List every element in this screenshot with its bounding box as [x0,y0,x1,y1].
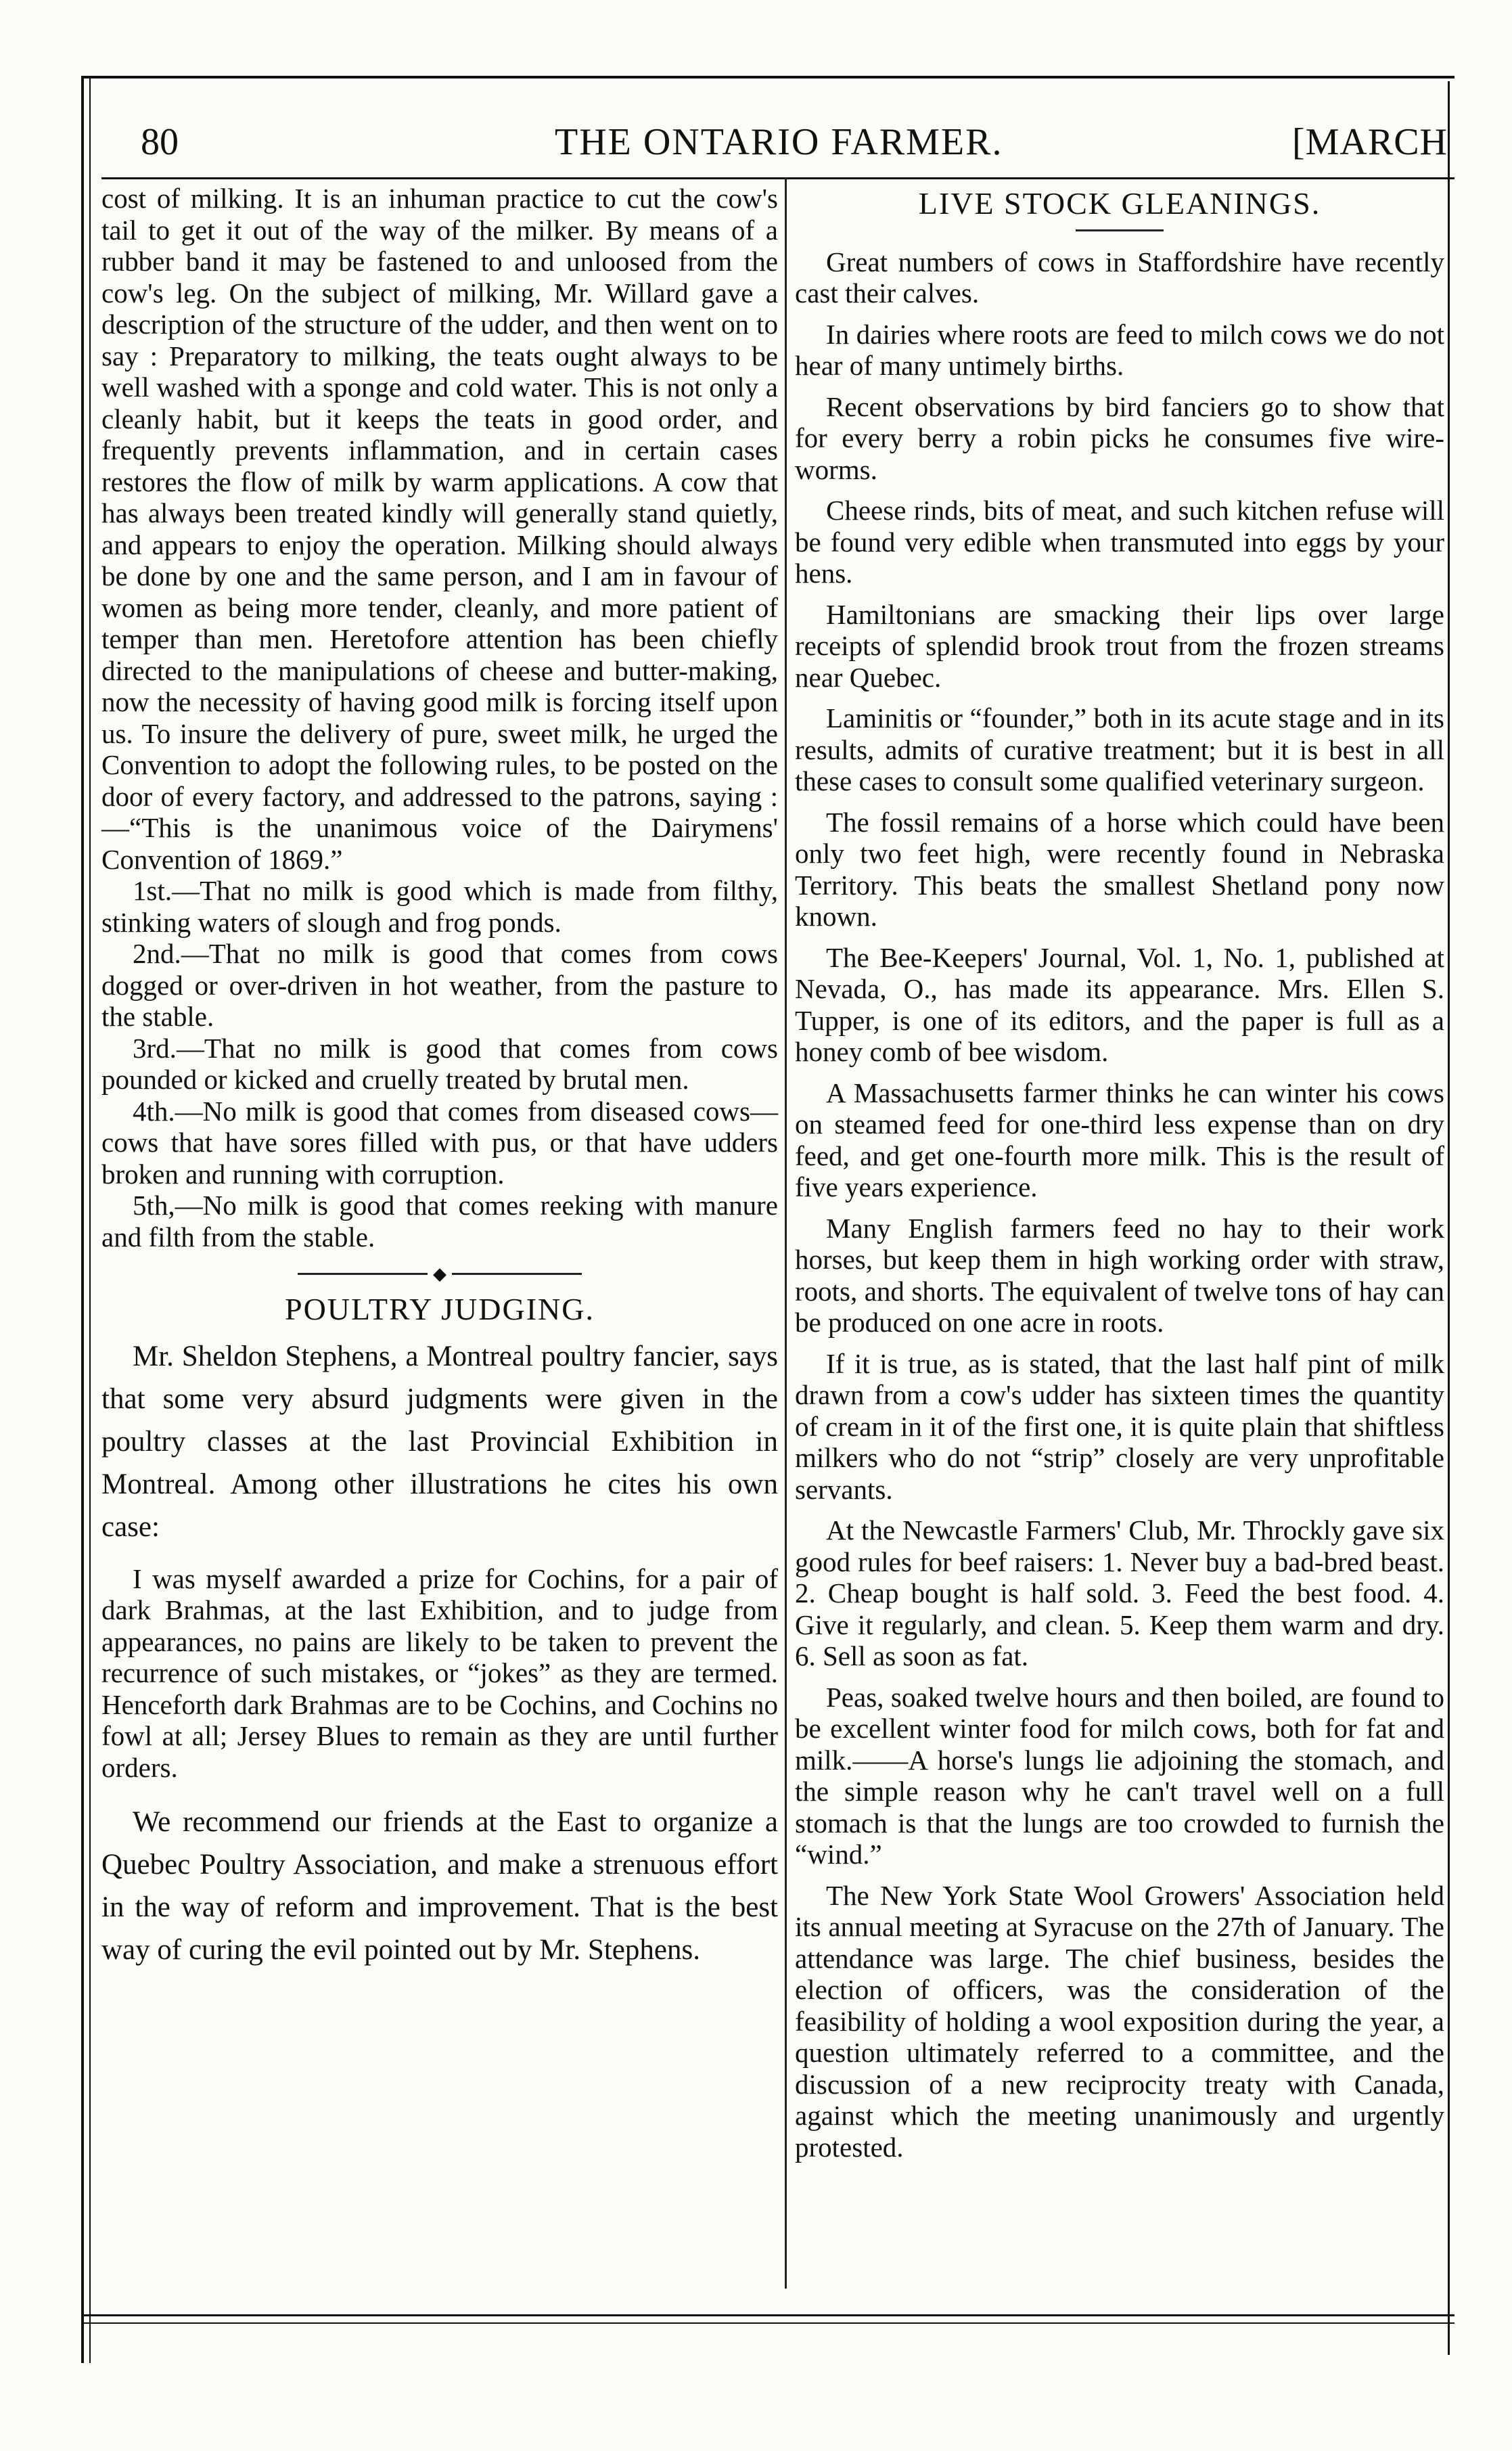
gleaning-item: The New York State Wool Growers' Association held its annual meeting at Syracuse on the 27th of January. The attendance was large. The chief business, besides the election of officers, was the consideration of the feasibility of holding a wool exposition during the year, a question ultimately referred to a committee, and the discussion of a new reciprocity treaty with Canada, against which the meeting unanimously and urgently protested. [795,1879,1444,2163]
dairy-rule-3: 3rd.—That no milk is good that comes from cows pounded or kicked and cruelly treated by brutal men. [101,1032,778,1095]
dairy-rule-4: 4th.—No milk is good that comes from diseased cows—cows that have sores filled with pus, or that have udders broken and running with corruption. [101,1095,778,1190]
poultry-judging-article [101,1294,778,1971]
top-rule [81,76,1454,78]
publication-title: THE ONTARIO FARMER. [555,121,1003,163]
milking-article-text: cost of milking. It is an inhuman practice to cut the cow's tail to get it out of the way of the milker. By means of a rubber band it may be fastened to and unloosed from the cow's leg. On the subject of milking, Mr. Willard gave a description of the structure of the udder, and then went on to say : Preparatory to milking, the teats ought always to be well washed with a sponge and cold water. This is not only a cleanly habit, but it keeps the teats in good order, and frequently prevents inflammation, and in certain cases restores the flow of milk by warm applications. A cow that has always been treated kindly will generally stand quietly, and appears to enjoy the operation. Milking should always be done by one and the same person, and I am in favour of women as being more tender, cleanly, and more patient of temper than men. Heretofore attention has been chiefly directed to the manipulations of cheese and butter-making, now the necessity of having good milk is forcing itself upon us. To insure the delivery of pure, sweet milk, he urged the Convention to adopt the following rules, to be posted on the door of every factory, and addressed to the patrons, saying :—“This is the unanimous voice of the Dairymens' Convention of 1869.” [101,183,778,875]
right-border [1448,81,1450,2355]
gleaning-item: In dairies where roots are feed to milch cows we do not hear of many untimely births. [795,318,1444,381]
gleaning-item: If it is true, as is stated, that the last half pint of milk drawn from a cow's udder has sixteen times the quantity of cream in it of the first one, it is quite plain that shiftless milkers who do not “strip” closely are very unprofitable servants. [795,1347,1444,1505]
poultry-heading: POULTRY JUDGING. [285,1292,595,1326]
gleaning-item: Many English farmers feed no hay to their work horses, but keep them in high working order with straw, roots, and shorts. The equivalent of twelve tons of hay can be produced on one acre in roots. [795,1212,1444,1338]
issue-month: [MARCH [1291,121,1448,163]
left-column [101,183,778,1971]
dairy-rule-2: 2nd.—That no milk is good that comes from cows dogged or over-driven in hot weather, from the pasture to the stable. [101,938,778,1032]
page-number: 80 [141,121,179,163]
dairy-rule-1: 1st.—That no milk is good which is made from filthy, stinking waters of slough and frog ponds. [101,875,778,938]
heading-rule [1076,229,1164,231]
column-divider [785,177,787,2289]
gleaning-item: A Massachusetts farmer thinks he can winter his cows on steamed feed for one-third less expense than on dry feed, and get one-fourth more milk. This is the result of five years experience. [795,1077,1444,1202]
dairy-rule-5: 5th,—No milk is good that comes reeking with manure and filth from the stable. [101,1190,778,1253]
gleaning-item: Great numbers of cows in Staffordshire have recently cast their calves. [795,246,1444,309]
gleaning-item: Laminitis or “founder,” both in its acute stage and in its results, admits of curative treatment; but it is best in all these cases to consult some qualified veterinary surgeon. [795,702,1444,796]
gleaning-item: Peas, soaked twelve hours and then boiled, are found to be excellent winter food for milch cows, both for fat and milk.——A horse's lungs lie adjoining the stomach, and the simple reason why he can't travel well on a full stomach is that the lungs are too crowded to furnish the “wind.” [795,1681,1444,1870]
bottom-rule-outer [81,2322,1454,2324]
gleaning-item: At the Newcastle Farmers' Club, Mr. Throckly gave six good rules for beef raisers: 1. Never buy a bad-bred beast. 2. Cheap bought is half sold. 3. Feed the best food. 4. Give it regularly, and clean. 5. Keep them warm and dry. 6. Sell as soon as fat. [795,1514,1444,1671]
left-border [81,76,84,2363]
gleaning-item: Hamiltonians are smacking their lips over large receipts of splendid brook trout from the frozen streams near Quebec. [795,598,1444,693]
bottom-rule [81,2314,1454,2316]
gleaning-item: The fossil remains of a horse which could have been only two feet high, were recently found in Nebraska Territory. This beats the smallest Shetland pony now known. [795,806,1444,932]
poultry-quote: I was myself awarded a prize for Cochins, for a pair of dark Brahmas, at the last Exhibition, and to judge from appearances, no pains are likely to be taken to prevent the recurrence of such mistakes, or “jokes” as they are termed. Henceforth dark Brahmas are to be Cochins, and Cochins no fowl at all; Jersey Blues to remain as they are until further orders. [101,1562,778,1783]
section-ornament [298,1273,582,1275]
gleanings-heading: LIVE STOCK GLEANINGS. [918,186,1321,221]
right-column [795,183,1444,2172]
poultry-recommendation: We recommend our friends at the East to organize a Quebec Poultry Association, and make a strenuous effort in the way of reform and improvement. That is the best way of curing the evil pointed out by Mr. Stephens. [101,1806,778,1966]
left-border-inner [89,76,91,2363]
gleaning-item: The Bee-Keepers' Journal, Vol. 1, No. 1, published at Nevada, O., has made its appearance. Mrs. Ellen S. Tupper, is one of its editors, and the paper is full as a honey comb of bee wisdom. [795,941,1444,1067]
gleaning-item: Cheese rinds, bits of meat, and such kitchen refuse will be found very edible when transmuted into eggs by your hens. [795,495,1444,589]
gleaning-item: Recent observations by bird fanciers go to show that for every berry a robin picks he consumes five wire-worms. [795,390,1444,485]
poultry-lead: Mr. Sheldon Stephens, a Montreal poultry fancier, says that some very absurd judgments were given in the poultry classes at the last Provincial Exhibition in Montreal. Among other illustrations he cites his own case: [101,1340,778,1543]
